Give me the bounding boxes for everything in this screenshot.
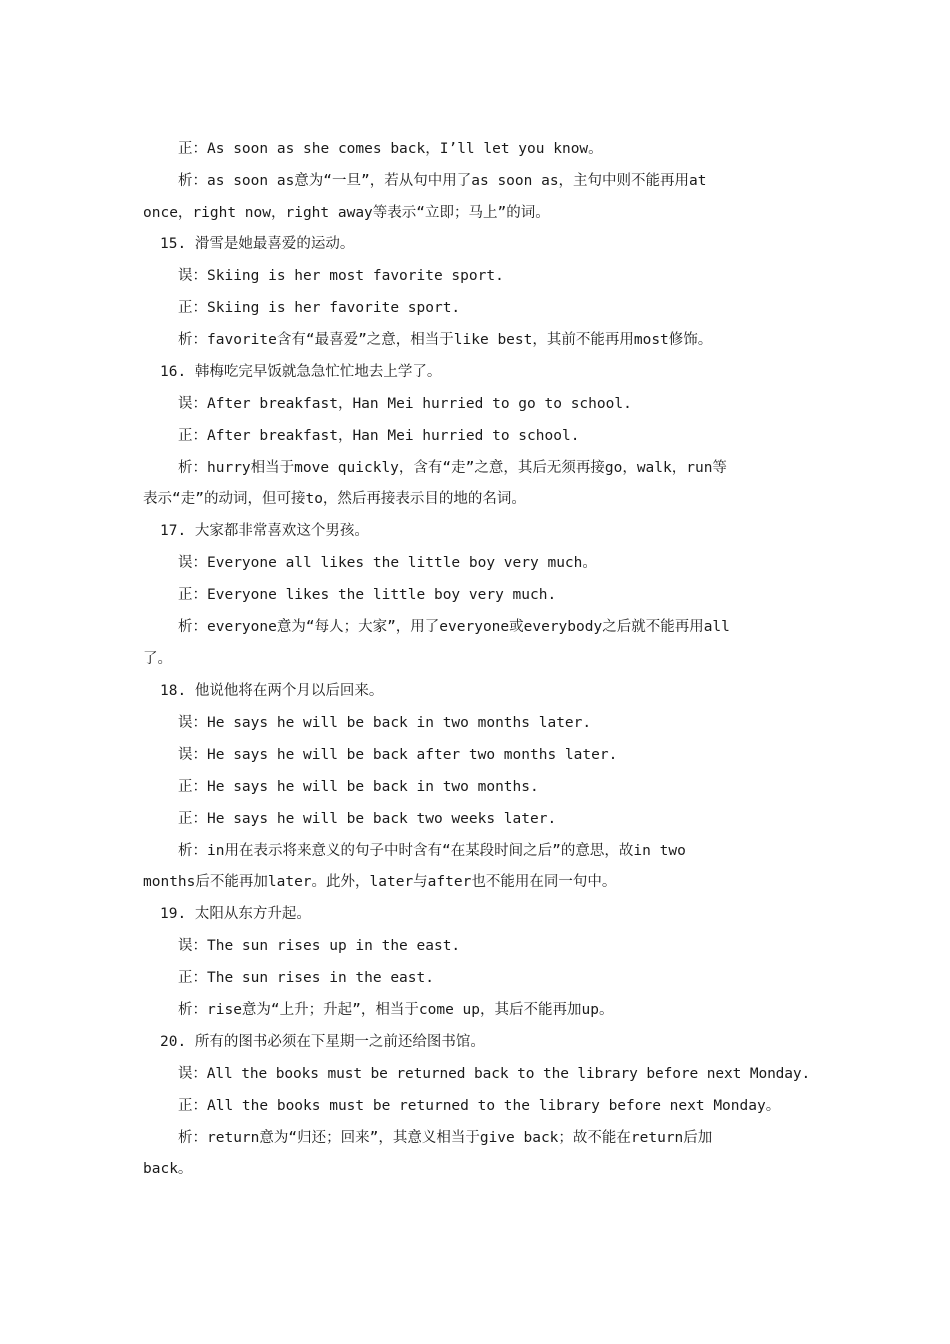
item-heading: 20. 所有的图书必须在下星期一之前还给图书馆。 <box>160 1034 485 1050</box>
text-line: 误：He says he will be back in two months later. <box>178 715 592 731</box>
text-line: 正：He says he will be back in two months. <box>178 779 539 795</box>
text-line: 析：in用在表示将来意义的句子中时含有“在某段时间之后”的意思，故in two <box>178 843 686 859</box>
text-line: 正：As soon as she comes back，I’ll let you know。 <box>178 141 603 157</box>
item-heading: 16. 韩梅吃完早饭就急急忙忙地去上学了。 <box>160 364 442 380</box>
text-line: 析：return意为“归还；回来”，其意义相当于give back；故不能在return后加 <box>178 1130 713 1146</box>
text-line: once，right now，right away等表示“立即；马上”的词。 <box>143 205 550 221</box>
text-line: 正：After breakfast，Han Mei hurried to school. <box>178 428 580 444</box>
text-line: back。 <box>143 1161 193 1177</box>
text-line: months后不能再加later。此外，later与after也不能用在同一句中。 <box>143 874 617 890</box>
text-line: 析：everyone意为“每人；大家”，用了everyone或everybody之后就不能再用all <box>178 619 730 635</box>
text-line: 误：The sun rises up in the east. <box>178 938 461 954</box>
text-line: 误：Everyone all likes the little boy very much。 <box>178 555 597 571</box>
text-line: 了。 <box>143 651 172 667</box>
text-line: 析：as soon as意为“一旦”，若从句中用了as soon as，主句中则不能再用at <box>178 173 707 189</box>
text-line: 正：The sun rises in the east. <box>178 970 434 986</box>
text-line: 表示“走”的动词，但可接to，然后再接表示目的地的名词。 <box>143 491 526 507</box>
item-heading: 15. 滑雪是她最喜爱的运动。 <box>160 236 355 252</box>
text-line: 正：Skiing is her favorite sport. <box>178 300 461 316</box>
text-line: 析：rise意为“上升；升起”，相当于come up，其后不能再加up。 <box>178 1002 614 1018</box>
text-line: 误：He says he will be back after two months later. <box>178 747 618 763</box>
text-line: 误：All the books must be returned back to the library before next Monday. <box>178 1066 811 1082</box>
text-line: 析：favorite含有“最喜爱”之意，相当于like best，其前不能再用most修饰。 <box>178 332 713 348</box>
item-heading: 19. 太阳从东方升起。 <box>160 906 311 922</box>
text-line: 误：Skiing is her most favorite sport. <box>178 268 504 284</box>
text-line: 正：Everyone likes the little boy very much. <box>178 587 557 603</box>
text-line: 正：All the books must be returned to the library before next Monday。 <box>178 1098 781 1114</box>
text-line: 析：hurry相当于move quickly，含有“走”之意，其后无须再接go，walk，run等 <box>178 460 727 476</box>
text-line: 误：After breakfast，Han Mei hurried to go to school. <box>178 396 632 412</box>
item-heading: 17. 大家都非常喜欢这个男孩。 <box>160 523 369 539</box>
item-heading: 18. 他说他将在两个月以后回来。 <box>160 683 384 699</box>
text-line: 正：He says he will be back two weeks later. <box>178 811 557 827</box>
